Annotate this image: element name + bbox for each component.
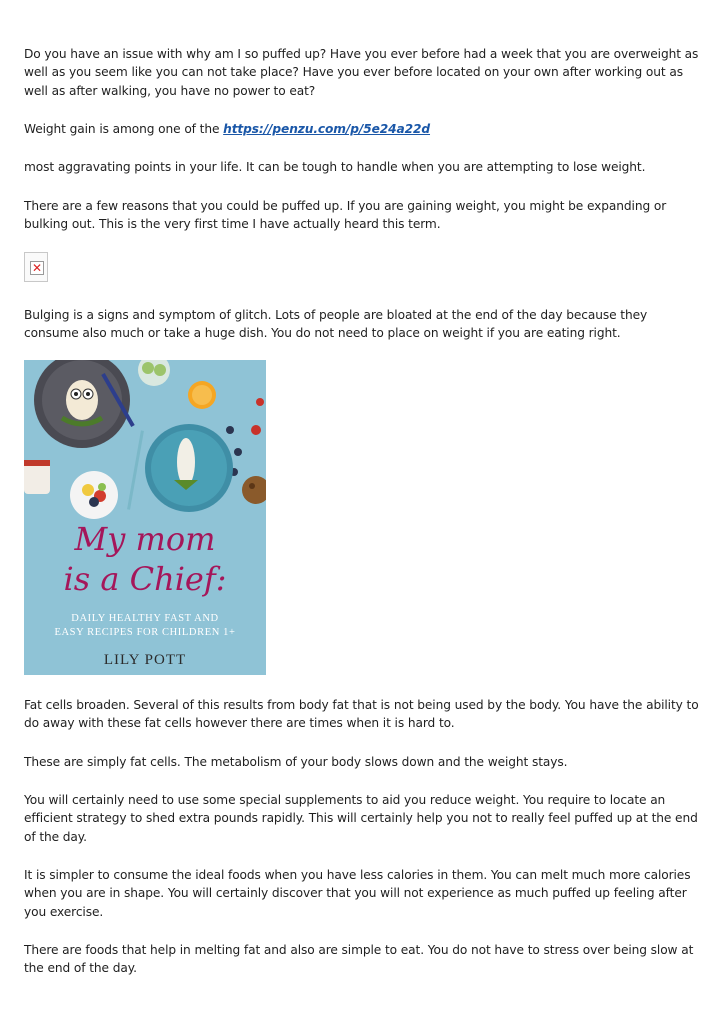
book-cover-image [24,360,266,675]
paragraph-bulging: Bulging is a signs and symptom of glitch. Lots of people are bloated at the end of the day because they consume also much or take a huge dish. You do not need to place on weight if you are eating right. [24,308,648,341]
paragraph-fat-cells: Fat cells broaden. Several of this results from body fat that is not being used by the body. You have the ability to do away with these fat cells however there are times when it is hard to. [24,698,699,731]
paragraph-weight-gain-text: Weight gain is among one of the [24,122,224,136]
paragraph-calories: It is simpler to consume the ideal foods when you have less calories in them. You can melt much more calories when you are in shape. You will certainly discover that you will not experience as much puffed up feeling after you exercise. [24,868,691,919]
paragraph-metabolism: These are simply fat cells. The metabolism of your body slows down and the weight stays. [24,755,568,769]
paragraph-aggravating: most aggravating points in your life. It can be tough to handle when you are attempting to lose weight. [24,160,646,174]
penzu-link[interactable]: https://penzu.com/p/5e24a22d [223,122,431,136]
book-author: LILY POTT [103,652,187,668]
paragraph-reasons: There are a few reasons that you could be puffed up. If you are gaining weight, you might be expanding or bulking out. This is the very first time I have actually heard this term. [24,199,667,232]
broken-image-placeholder [24,252,48,282]
broken-image-icon: ✕ [31,261,43,275]
book-subtitle-line2: EASY RECIPES FOR CHILDREN 1+ [54,627,236,638]
book-title-line1: My mom [74,520,216,558]
paragraph-foods: There are foods that help in melting fat and also are simple to eat. You do not have to stress over being slow at the end of the day. [24,943,694,976]
paragraph-weight-gain [24,120,700,138]
paragraph-supplements: You will certainly need to use some special supplements to aid you reduce weight. You require to locate an efficient strategy to shed extra pounds rapidly. This will certainly help you not to really feel puffed up at the end of the day. [24,793,698,844]
book-title-line2: is a Chief: [63,560,227,598]
paragraph-intro: Do you have an issue with why am I so puffed up? Have you ever before had a week that you are overweight as well as you seem like you can not take place? Have you ever before located on your own after working out as well as after walking, you have no power to eat? [24,47,699,98]
book-subtitle-line1: DAILY HEALTHY FAST AND [71,613,219,624]
